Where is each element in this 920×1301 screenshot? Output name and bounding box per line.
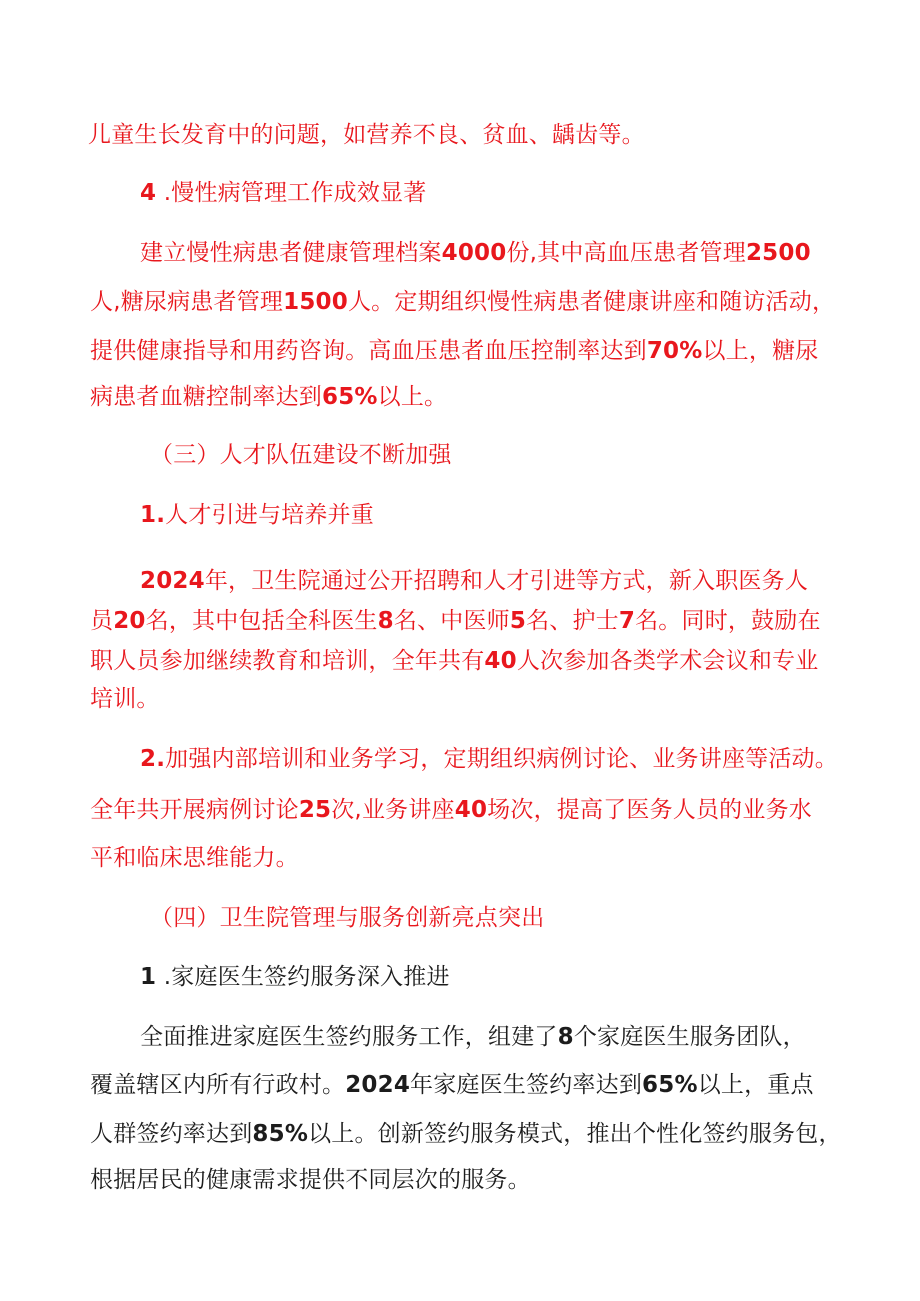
number-run: 2024: [140, 568, 205, 594]
number-run: 2500: [745, 240, 811, 266]
paragraph-line: [140, 238, 811, 268]
heading-text: .家庭医生签约服务深入推进: [163, 964, 450, 990]
heading-text: （四）卫生院管理与服务创新亮点突出: [150, 905, 545, 931]
number-run: 85%: [252, 1121, 309, 1147]
paragraph-line: [90, 1070, 814, 1100]
text-run: 以上。: [377, 384, 448, 410]
number-run: 8: [557, 1024, 574, 1050]
number-run: 7: [618, 608, 636, 634]
text-run: 以上。创新签约服务模式，推出个性化签约服务包，: [308, 1121, 842, 1147]
section-heading-talent: [150, 440, 452, 470]
paragraph-line: [90, 336, 818, 366]
paragraph-line: [90, 1165, 531, 1195]
text-run: 病患者血糖控制率达到: [90, 384, 322, 410]
text-run: 名、护士: [526, 608, 619, 634]
number-run: 5: [509, 608, 527, 634]
paragraph-line: [90, 843, 299, 873]
heading-number: 4: [140, 180, 157, 206]
text-run: 以上，重点: [697, 1072, 814, 1098]
text-run: 个家庭医生服务团队，: [573, 1024, 806, 1050]
text-run: 全年共开展病例讨论: [90, 797, 299, 823]
heading-talent-recruitment: [140, 500, 374, 530]
text-run: 次,业务讲座: [331, 797, 455, 823]
text-run: 全面推进家庭医生签约服务工作，组建了: [140, 1024, 558, 1050]
text-run: 年，卫生院通过公开招聘和人才引进等方式，新入职医务人: [204, 568, 809, 594]
number-run: 20: [113, 608, 146, 634]
text-run: 人群签约率达到: [90, 1121, 253, 1147]
number-run: 65%: [642, 1072, 698, 1098]
text-run: 提供健康指导和用药咨询。高血压患者血压控制率达到: [90, 338, 647, 364]
paragraph-line: [90, 1119, 842, 1149]
text-run: 以上，糖尿: [702, 338, 819, 364]
text-run: 名，其中包括全科医生: [145, 608, 378, 634]
number-run: 8: [377, 608, 394, 634]
heading-text: .慢性病管理工作成效显著: [163, 180, 427, 206]
text-run: 场次，提高了医务人员的业务水: [487, 797, 812, 823]
paragraph-line: [90, 287, 835, 317]
heading-number: 1: [140, 964, 157, 990]
text-run: 培训。: [90, 686, 160, 712]
paragraph-line: [90, 795, 812, 825]
number-run: 2024: [345, 1072, 411, 1098]
number-run: 4000: [441, 240, 507, 266]
heading-family-doctor: [140, 962, 450, 992]
text-run: 年家庭医生签约率达到: [410, 1072, 643, 1098]
number-run: 70%: [646, 338, 703, 364]
paragraph-line: [140, 1022, 806, 1052]
text-run: 平和临床思维能力。: [90, 845, 299, 871]
number-run: 1500: [283, 289, 348, 315]
heading-text: （三）人才队伍建设不断加强: [150, 442, 452, 468]
number-run: 25: [298, 797, 332, 823]
text-run: 职人员参加继续教育和培训，全年共有: [90, 648, 485, 674]
paragraph-line: [90, 382, 447, 412]
number-run: 65%: [322, 384, 378, 410]
text-run: 份,其中高血压患者管理: [506, 240, 746, 266]
text-run: 建立慢性病患者健康管理档案: [140, 240, 442, 266]
text-run: 名。同时，鼓励在: [635, 608, 821, 634]
text-run: 儿童生长发育中的问题，如营养不良、贫血、龋齿等。: [88, 122, 645, 148]
paragraph-line: [88, 120, 645, 150]
paragraph-line: [90, 646, 818, 676]
number-run: 40: [454, 797, 488, 823]
paragraph-line: [90, 606, 821, 636]
text-run: 加强内部培训和业务学习，定期组织病例讨论、业务讲座等活动。: [165, 746, 838, 772]
paragraph-line: [140, 566, 808, 596]
heading-chronic-disease: [140, 178, 426, 208]
text-run: 人次参加各类学术会议和专业: [516, 648, 819, 674]
text-run: 根据居民的健康需求提供不同层次的服务。: [90, 1167, 531, 1193]
text-run: 覆盖辖区内所有行政村。: [90, 1072, 346, 1098]
text-run: 人。定期组织慢性病患者健康讲座和随访活动，: [347, 289, 836, 315]
heading-number: 1.: [140, 502, 166, 528]
paragraph-line: [90, 684, 160, 714]
text-run: 员: [90, 608, 114, 634]
section-heading-management: [150, 903, 544, 933]
text-run: 名、中医师: [393, 608, 510, 634]
text-run: ,糖尿病患者管理: [113, 289, 284, 315]
number-run: 40: [484, 648, 517, 674]
number-run: 2.: [140, 746, 166, 772]
text-run: 人: [90, 289, 114, 315]
paragraph-line: [140, 744, 838, 774]
heading-text: 人才引进与培养并重: [165, 502, 374, 528]
